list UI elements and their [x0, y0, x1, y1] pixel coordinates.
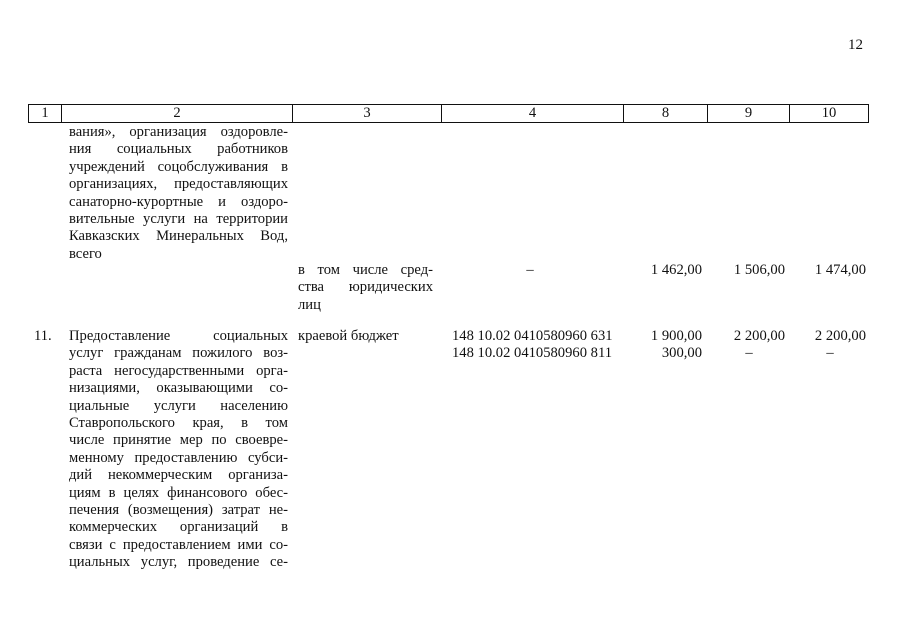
legal-value-col8: 1 462,00: [650, 262, 702, 278]
value-cell: 2 200,00: [814, 328, 866, 344]
text-line: организациях, предоставляющих: [69, 176, 288, 193]
value-cell: 1 900,00: [650, 328, 702, 344]
value-cell: 2 200,00: [733, 328, 785, 344]
text-line: низациями, оказывающими со-: [69, 380, 288, 397]
text-line: услуг гражданам пожилого воз-: [69, 345, 288, 362]
text-line: вания», организация оздоровле-: [69, 124, 288, 140]
header-col-1: 1: [41, 105, 49, 121]
text-line: раста негосударственными орга-: [69, 362, 288, 379]
text-line: менному предоставлению субси-: [69, 449, 288, 466]
text-line: коммерческих организаций в: [69, 519, 288, 536]
text-line: Предоставление социальных: [69, 328, 288, 344]
text-line: циальные услуги населению: [69, 397, 288, 414]
text-line: печения (возмещения) затрат не-: [69, 501, 288, 518]
header-col-10: 10: [821, 105, 837, 121]
value-cell: 300,00: [661, 345, 702, 362]
row-11-funding-source: краевой бюджет: [298, 328, 399, 344]
text-line: ства юридических: [298, 279, 433, 296]
row-11-values-col9: [695, 328, 785, 363]
text-line: лиц: [298, 296, 321, 313]
row-11-description: [69, 328, 288, 571]
value-cell: –: [745, 345, 753, 362]
table-header: [28, 104, 869, 123]
header-col-8: 8: [661, 105, 670, 121]
legal-value-col10: 1 474,00: [814, 262, 866, 278]
page-number: 12: [848, 37, 863, 53]
text-line: всего: [69, 245, 102, 262]
value-cell: –: [826, 345, 834, 362]
row-11-values-col10: [776, 328, 866, 363]
header-col-3: 3: [363, 105, 371, 121]
continued-row-description: [69, 124, 288, 263]
text-line: дий некоммерческим организа-: [69, 467, 288, 484]
text-line: в том числе сред-: [298, 262, 433, 278]
text-line: Кавказских Минеральных Вод,: [69, 228, 288, 245]
text-line: санаторно-курортные и оздоро-: [69, 193, 288, 210]
budget-code: 148 10.02 0410580960 631: [452, 328, 613, 344]
text-line: ния социальных работников: [69, 141, 288, 158]
budget-code: 148 10.02 0410580960 811: [452, 345, 612, 362]
legal-budget-code: –: [526, 262, 534, 278]
legal-funding-source: [298, 262, 433, 314]
row-11-values-col8: [610, 328, 702, 363]
row-number: 11.: [34, 328, 52, 344]
header-col-4: 4: [528, 105, 537, 121]
text-line: Ставропольского края, в том: [69, 414, 288, 431]
header-col-2: 2: [173, 105, 181, 121]
text-line: циальных услуг, проведение се-: [69, 554, 288, 571]
text-line: связи с предоставлением ими со-: [69, 536, 288, 553]
text-line: вительные услуги на территории: [69, 210, 288, 227]
header-col-9: 9: [744, 105, 753, 121]
text-line: учреждений соцобслуживания в: [69, 158, 288, 175]
text-line: числе принятие мер по своевре-: [69, 432, 288, 449]
legal-value-col9: 1 506,00: [733, 262, 785, 278]
text-line: циям в целях финансового обес-: [69, 484, 288, 501]
row-11-budget-codes: [452, 328, 622, 363]
